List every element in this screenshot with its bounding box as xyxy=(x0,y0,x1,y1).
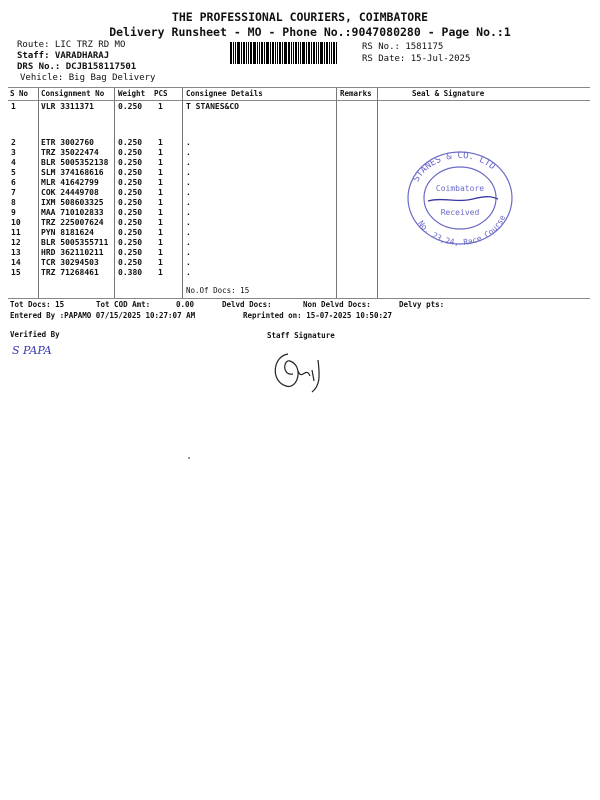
cell-cn: VLR 3311371 xyxy=(41,102,94,111)
cell-cn: COK 24449708 xyxy=(41,188,99,197)
cell-wt: 0.250 xyxy=(118,138,143,147)
cell-consignee: . xyxy=(186,258,191,267)
cell-wt: 0.250 xyxy=(118,102,143,111)
cell-cn: TRZ 35022474 xyxy=(41,148,99,157)
cell-wt: 0.250 xyxy=(118,188,143,197)
header-sno: S No xyxy=(10,89,29,98)
cell-consignee: . xyxy=(186,218,191,227)
cell-sno: 1 xyxy=(11,102,16,111)
cell-wt: 0.250 xyxy=(118,168,143,177)
cell-sno: 10 xyxy=(11,218,21,227)
cell-wt: 0.250 xyxy=(118,178,143,187)
non-delvd-docs: Non Delvd Docs: xyxy=(303,300,371,309)
cell-wt: 0.250 xyxy=(118,258,143,267)
cell-cn: IXM 508603325 xyxy=(41,198,104,207)
header-remarks: Remarks xyxy=(340,89,372,98)
tot-cod-value: 0.00 xyxy=(176,300,195,309)
cell-pcs: 1 xyxy=(158,228,163,237)
cell-cn: HRD 362110211 xyxy=(41,248,104,257)
staff-signature xyxy=(268,346,338,396)
cell-sno: 11 xyxy=(11,228,21,237)
cell-pcs: 1 xyxy=(158,218,163,227)
cell-sno: 6 xyxy=(11,178,16,187)
company-stamp xyxy=(398,143,523,253)
barcode xyxy=(230,42,354,64)
cell-wt: 0.250 xyxy=(118,238,143,247)
cell-cn: TRZ 225007624 xyxy=(41,218,104,227)
cell-wt: 0.250 xyxy=(118,198,143,207)
cell-consignee: . xyxy=(186,198,191,207)
stamp-mid1-text: Coimbatore xyxy=(435,184,485,193)
cell-consignee: . xyxy=(186,178,191,187)
drs-no: DRS No.: DCJB158117501 xyxy=(17,62,137,72)
vehicle: Vehicle: Big Bag Delivery xyxy=(20,73,156,83)
no-of-docs: No.Of Docs: 15 xyxy=(186,286,250,295)
header-pcs: PCS xyxy=(154,89,168,98)
cell-sno: 3 xyxy=(11,148,16,157)
cell-pcs: 1 xyxy=(158,138,163,147)
header-consignee: Consignee Details xyxy=(186,89,263,98)
cell-cn: SLM 374168616 xyxy=(41,168,104,177)
rs-date: RS Date: 15-Jul-2025 xyxy=(362,54,471,64)
staff-signature-label: Staff Signature xyxy=(267,331,335,340)
cell-pcs: 1 xyxy=(158,248,163,257)
cell-consignee: . xyxy=(186,188,191,197)
cell-pcs: 1 xyxy=(158,238,163,247)
cell-pcs: 1 xyxy=(158,208,163,217)
cell-sno: 12 xyxy=(11,238,21,247)
header-consignment: Consignment No xyxy=(41,89,105,98)
cell-sno: 8 xyxy=(11,198,16,207)
cell-sno: 2 xyxy=(11,138,16,147)
cell-consignee: . xyxy=(186,138,191,147)
cell-wt: 0.250 xyxy=(118,218,143,227)
cell-consignee: . xyxy=(186,228,191,237)
cell-pcs: 1 xyxy=(158,102,163,111)
cell-pcs: 1 xyxy=(158,158,163,167)
cell-wt: 0.250 xyxy=(118,228,143,237)
cell-wt: 0.250 xyxy=(118,208,143,217)
cell-pcs: 1 xyxy=(158,258,163,267)
header-seal: Seal & Signature xyxy=(412,89,485,98)
staff: Staff: VARADHARAJ xyxy=(17,51,110,61)
speck xyxy=(188,457,190,459)
cell-cn: TCR 30294503 xyxy=(41,258,99,267)
route: Route: LIC TRZ RD MO xyxy=(17,40,126,50)
cell-pcs: 1 xyxy=(158,178,163,187)
cell-sno: 13 xyxy=(11,248,21,257)
tot-docs: Tot Docs: 15 xyxy=(10,300,65,309)
cell-sno: 7 xyxy=(11,188,16,197)
cell-consignee: . xyxy=(186,208,191,217)
cell-pcs: 1 xyxy=(158,188,163,197)
rs-no: RS No.: 1581175 xyxy=(362,42,444,52)
cell-pcs: 1 xyxy=(158,148,163,157)
cell-cn: BLR 5005355711 xyxy=(41,238,109,247)
cell-cn: ETR 3002760 xyxy=(41,138,94,147)
tot-cod-label: Tot COD Amt: xyxy=(96,300,151,309)
cell-pcs: 1 xyxy=(158,168,163,177)
company-name: THE PROFESSIONAL COURIERS, COIMBATORE xyxy=(171,10,429,24)
header-weight: Weight xyxy=(118,89,146,98)
cell-cn: BLR 5005352138 xyxy=(41,158,109,167)
cell-wt: 0.380 xyxy=(118,268,143,277)
cell-wt: 0.250 xyxy=(118,248,143,257)
cell-wt: 0.250 xyxy=(118,148,143,157)
stamp-top-text: STANES & CO. LTD xyxy=(411,150,498,184)
stamp-mid2-text: Received xyxy=(440,208,480,217)
delvy-pts: Delvy pts: xyxy=(399,300,445,309)
cell-consignee: . xyxy=(186,158,191,167)
cell-consignee: . xyxy=(186,268,191,277)
consignment-table xyxy=(8,87,590,299)
cell-consignee: . xyxy=(186,168,191,177)
cell-sno: 4 xyxy=(11,158,16,167)
delvd-docs: Delvd Docs: xyxy=(222,300,272,309)
cell-cn: MLR 41642799 xyxy=(41,178,99,187)
cell-pcs: 1 xyxy=(158,198,163,207)
cell-consignee: T STANES&CO xyxy=(186,102,239,111)
cell-sno: 5 xyxy=(11,168,16,177)
cell-sno: 14 xyxy=(11,258,21,267)
verified-signature: S PAPA xyxy=(12,344,52,357)
cell-cn: PYN 8181624 xyxy=(41,228,94,237)
entered-by: Entered By :PAPAMO 07/15/2025 10:27:07 AM xyxy=(10,311,196,320)
reprinted-on: Reprinted on: 15-07-2025 10:50:27 xyxy=(243,311,393,320)
cell-consignee: . xyxy=(186,248,191,257)
cell-cn: TRZ 71268461 xyxy=(41,268,99,277)
stamp-bottom-text: No. 23,24, Race Course xyxy=(416,213,508,248)
cell-consignee: . xyxy=(186,148,191,157)
cell-wt: 0.250 xyxy=(118,158,143,167)
cell-sno: 15 xyxy=(11,268,21,277)
cell-pcs: 1 xyxy=(158,268,163,277)
cell-cn: MAA 710102833 xyxy=(41,208,104,217)
cell-consignee: . xyxy=(186,238,191,247)
cell-sno: 9 xyxy=(11,208,16,217)
document-title: Delivery Runsheet - MO - Phone No.:9047080280 - Page No.:1 xyxy=(109,25,511,39)
verified-by-label: Verified By xyxy=(10,330,60,339)
